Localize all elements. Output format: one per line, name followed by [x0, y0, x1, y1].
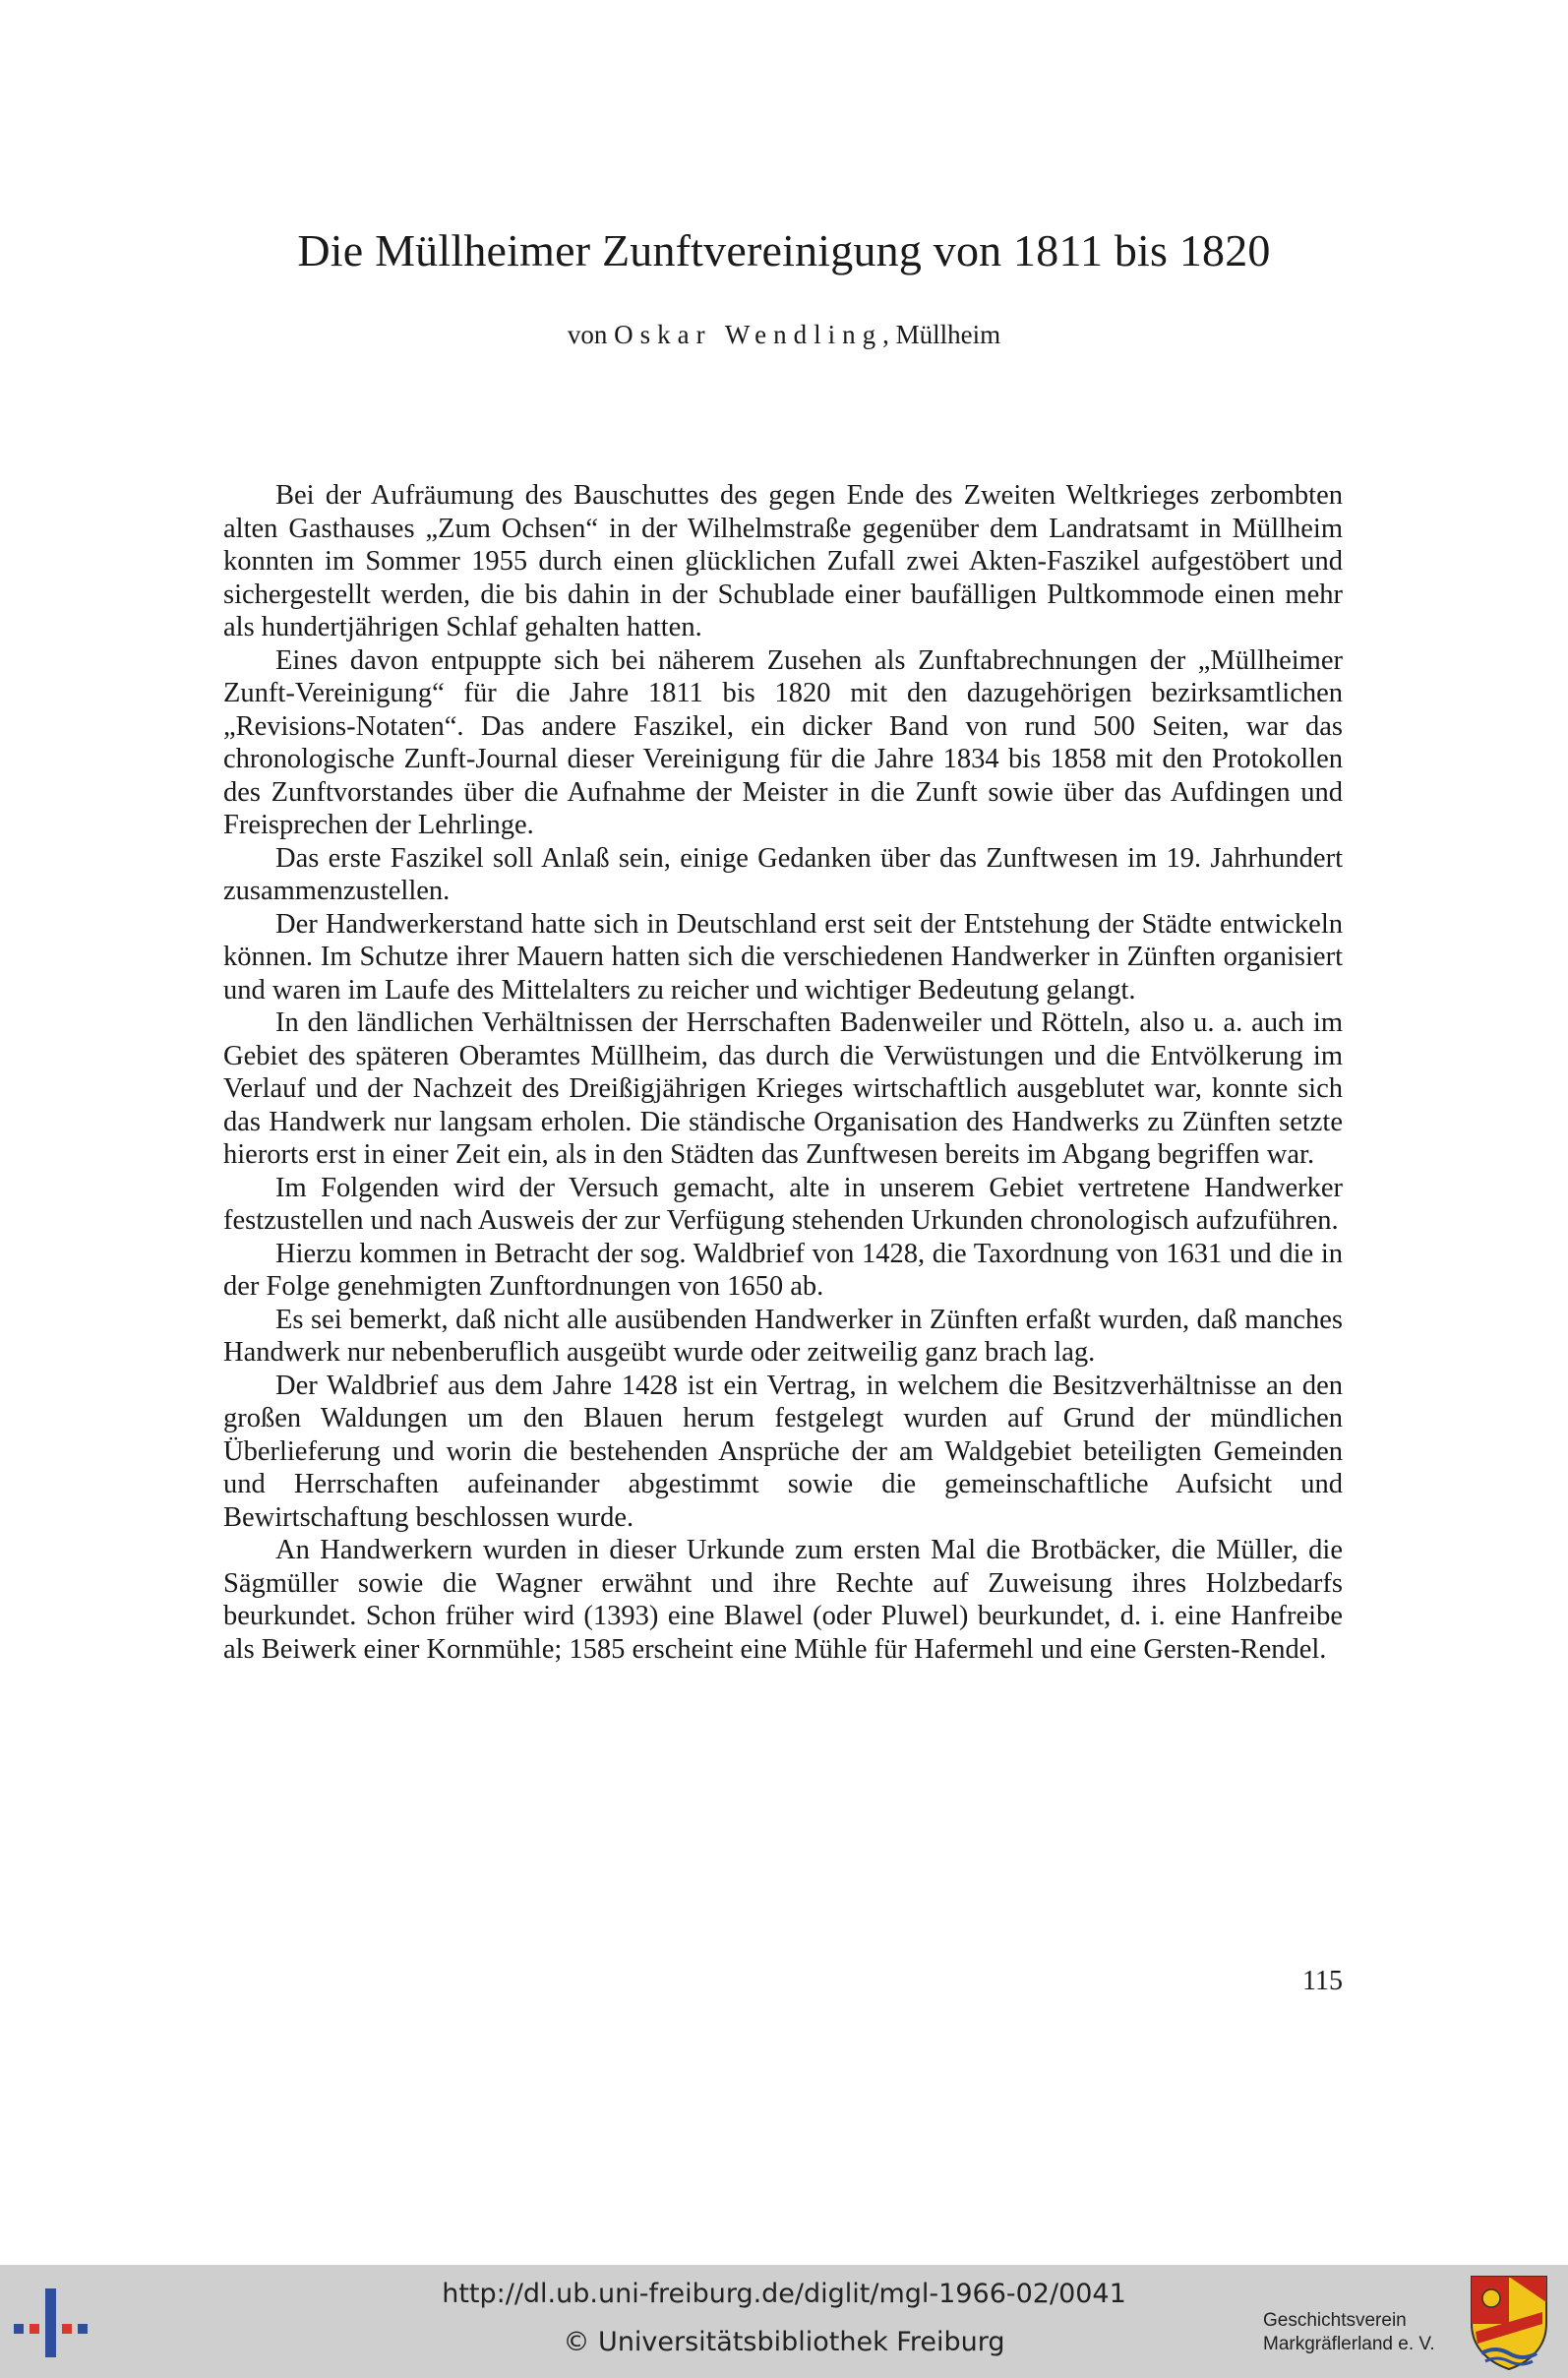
- paragraph: Der Handwerkerstand hatte sich in Deutschland erst seit der Entstehung der Städte entwickeln können. Im Schutze ihrer Mauern hatten sich die verschiedenen Handwerker in Zünften organisiert und waren im Laufe des Mittelalters zu reicher und wichtiger Bedeutung gelangt.: [223, 908, 1343, 1006]
- footer-url-link[interactable]: http://dl.ub.uni-freiburg.de/diglit/mgl-1966-02/0041: [442, 2279, 1126, 2309]
- article-byline: [0, 320, 1568, 350]
- article-body: [223, 479, 1343, 1666]
- society-line-2: Markgräflerland e. V.: [1263, 2334, 1435, 2354]
- footer-copyright: © Universitätsbibliothek Freiburg: [563, 2327, 1005, 2357]
- footer-bar: [0, 2265, 1568, 2378]
- paragraph: An Handwerkern wurden in dieser Urkunde zum ersten Mal die Brotbäcker, die Müller, die Sägmüller sowie die Wagner erwähnt und ihre Rechte auf Zuweisung ihres Holzbedarfs beurkundet. Schon früher wird (1393) eine Blawel (oder Pluwel) beurkundet, d. i. eine Hanfreibe als Beiwerk einer Kornmühle; 1585 erscheint eine Mühle für Hafermehl und eine Gersten-Rendel.: [223, 1535, 1343, 1665]
- paragraph: Hierzu kommen in Betracht der sog. Waldbrief von 1428, die Taxordnung von 1631 und die in der Folge genehmigten Zunftordnungen von 1650 ab.: [223, 1238, 1343, 1302]
- byline-author: Oskar Wendling: [614, 320, 883, 349]
- paragraph: In den ländlichen Verhältnissen der Herrschaften Badenweiler und Rötteln, also u. a. auch im Gebiet des späteren Oberamtes Müllheim, das durch die Verwüstungen und die Entvölkerung im Verlauf und der Nachzeit des Dreißigjährigen Krieges wirtschaftlich ausgeblutet war, konnte sich das Handwerk nur langsam erholen. Die ständische Organisation des Handwerks zu Zünften setzte hierorts erst in einer Zeit ein, als in den Städten das Zunftwesen bereits im Abgang begriffen war.: [223, 1007, 1343, 1170]
- paragraph: Bei der Aufräumung des Bauschuttes des gegen Ende des Zweiten Weltkrieges zerbombten alten Gasthauses „Zum Ochsen“ in der Wilhelmstraße gegenüber dem Landratsamt in Müllheim konnten im Sommer 1955 durch einen glücklichen Zufall zwei Akten-Faszikel aufgestöbert und sichergestellt werden, die bis dahin in der Schublade einer baufälligen Pultkommode einen mehr als hundertjährigen Schlaf gehalten hatten.: [223, 480, 1343, 642]
- society-name: [1263, 2309, 1435, 2356]
- paragraph: Es sei bemerkt, daß nicht alle ausübenden Handwerker in Zünften erfaßt wurden, daß manches Handwerk nur nebenberuflich ausgeübt wurde oder zeitweilig ganz brach lag.: [223, 1304, 1343, 1368]
- article-title: Die Müllheimer Zunftvereinigung von 1811 bis 1820: [297, 225, 1271, 275]
- byline-prefix: von: [567, 320, 608, 349]
- paragraph: Das erste Faszikel soll Anlaß sein, einige Gedanken über das Zunftwesen im 19. Jahrhundert zusammenzustellen.: [223, 842, 1343, 906]
- page-number: 115: [1302, 1966, 1343, 1996]
- paragraph: Der Waldbrief aus dem Jahre 1428 ist ein Vertrag, in welchem die Besitzverhältnisse an den großen Waldungen um den Blauen herum festgelegt wurden auf Grund der mündlichen Überlieferung und worin die bestehenden Ansprüche der am Waldgebiet beteiligten Gemeinden und Herrschaften aufeinander abgestimmt sowie die gemeinschaftliche Aufsicht und Bewirtschaftung beschlossen wurde.: [223, 1370, 1343, 1533]
- paragraph: Im Folgenden wird der Versuch gemacht, alte in unserem Gebiet vertretene Handwerker festzustellen und nach Ausweis der zur Verfügung stehenden Urkunden chronologisch aufzuführen.: [223, 1172, 1343, 1236]
- byline-suffix: , Müllheim: [882, 320, 1001, 349]
- paragraph: Eines davon entpuppte sich bei näherem Zusehen als Zunftabrechnungen der „Müllheimer Zunft-Vereinigung“ für die Jahre 1811 bis 1820 mit den dazugehörigen bezirksamtlichen „Revisions-Notaten“. Das andere Faszikel, ein dicker Band von rund 500 Seiten, war das chronologische Zunft-Journal dieser Vereinigung für die Jahre 1834 bis 1858 mit den Protokollen des Zunftvorstandes über die Aufnahme der Meister in die Zunft sowie über das Aufdingen und Freisprechen der Lehrlinge.: [223, 644, 1343, 840]
- coat-of-arms-icon[interactable]: [1468, 2273, 1550, 2371]
- ub-freiburg-logo-icon[interactable]: [14, 2285, 100, 2363]
- society-line-1: Geschichtsverein: [1263, 2310, 1407, 2331]
